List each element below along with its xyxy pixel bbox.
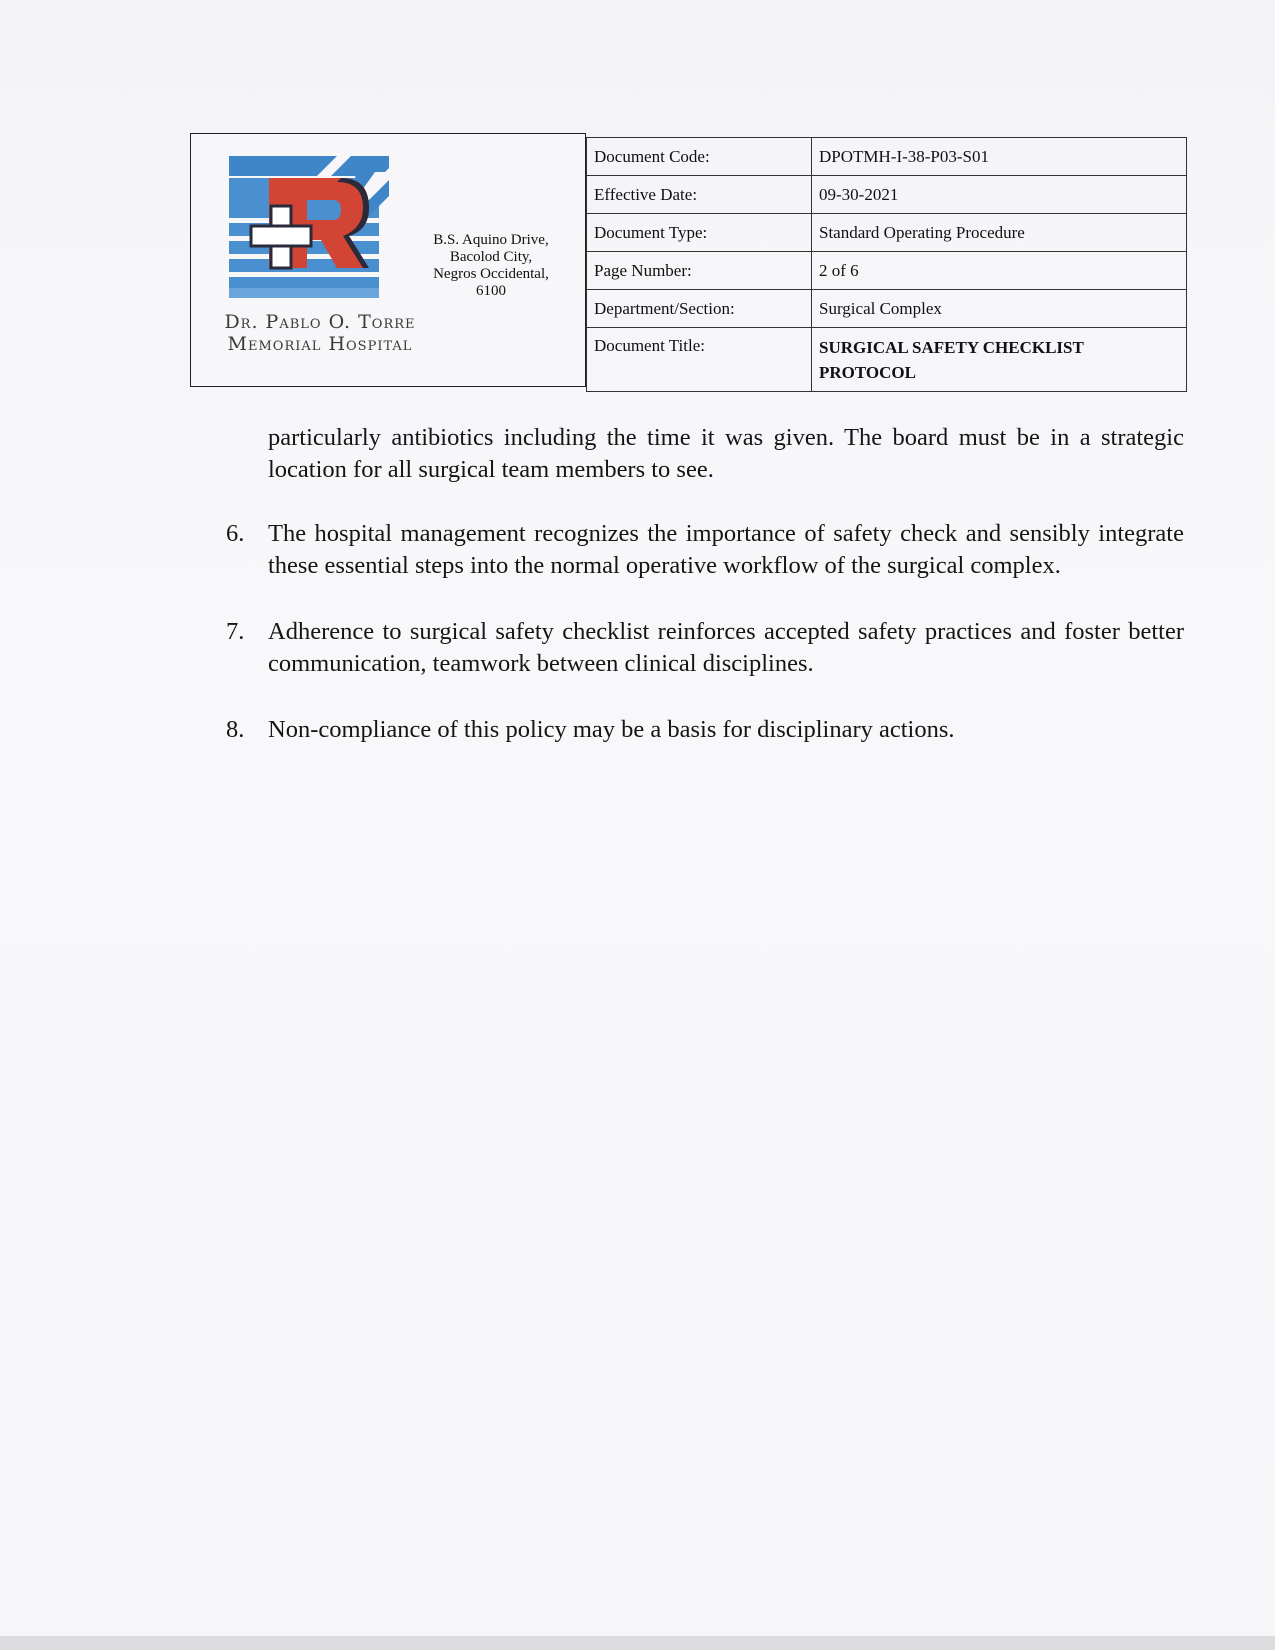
table-row xyxy=(587,176,1187,214)
address-line: 6100 xyxy=(476,283,506,299)
hospital-name-line2: Memorial Hospital xyxy=(227,333,413,355)
hospital-logo-icon xyxy=(229,156,389,301)
item-number: 6. xyxy=(226,520,245,547)
continuation-paragraph xyxy=(226,422,1184,486)
hospital-logo-box xyxy=(190,133,586,387)
table-row xyxy=(587,290,1187,328)
document-header xyxy=(190,133,1190,393)
table-row xyxy=(587,214,1187,252)
list-item xyxy=(226,616,1184,680)
paragraph-text: particularly antibiotics including the time it was given. The board must be in a strategic location for all surgical team members to see. xyxy=(268,424,1184,483)
hospital-address xyxy=(416,232,566,300)
item-text: Non-compliance of this policy may be a basis for disciplinary actions. xyxy=(268,716,955,743)
hospital-name-line1: Dr. Pablo O. Torre xyxy=(224,311,416,333)
document-type-value: Standard Operating Procedure xyxy=(812,214,1187,252)
address-line: Bacolod City, xyxy=(449,249,533,265)
item-text: The hospital management recognizes the importance of safety check and sensibly integrate these essential steps into the normal operative workflow of the surgical complex. xyxy=(268,520,1184,579)
document-code-label: Document Code: xyxy=(587,138,812,176)
list-item xyxy=(226,518,1184,582)
page-number-label: Page Number: xyxy=(587,252,812,290)
department-label: Department/Section: xyxy=(587,290,812,328)
table-row xyxy=(587,328,1187,392)
department-value: Surgical Complex xyxy=(812,290,1187,328)
document-code-value: DPOTMH-I-38-P03-S01 xyxy=(812,138,1187,176)
list-item xyxy=(226,714,1184,746)
item-text: Adherence to surgical safety checklist reinforces accepted safety practices and foster better communication, teamwork between clinical disciplines. xyxy=(268,618,1184,677)
document-title-line2: PROTOCOL xyxy=(819,363,916,382)
document-type-label: Document Type: xyxy=(587,214,812,252)
document-title-line1: SURGICAL SAFETY CHECKLIST xyxy=(819,338,1084,357)
item-number: 7. xyxy=(226,618,245,645)
page-number-value: 2 of 6 xyxy=(812,252,1187,290)
effective-date-value: 09-30-2021 xyxy=(812,176,1187,214)
document-body xyxy=(226,422,1184,780)
table-row xyxy=(587,138,1187,176)
address-line: B.S. Aquino Drive, xyxy=(433,232,549,248)
document-title-value xyxy=(812,328,1187,392)
address-line: Negros Occidental, xyxy=(433,266,549,282)
effective-date-label: Effective Date: xyxy=(587,176,812,214)
table-row xyxy=(587,252,1187,290)
document-info-table xyxy=(586,137,1187,392)
scan-bottom-edge xyxy=(0,1636,1275,1650)
document-title-label: Document Title: xyxy=(587,328,812,392)
item-number: 8. xyxy=(226,716,245,743)
